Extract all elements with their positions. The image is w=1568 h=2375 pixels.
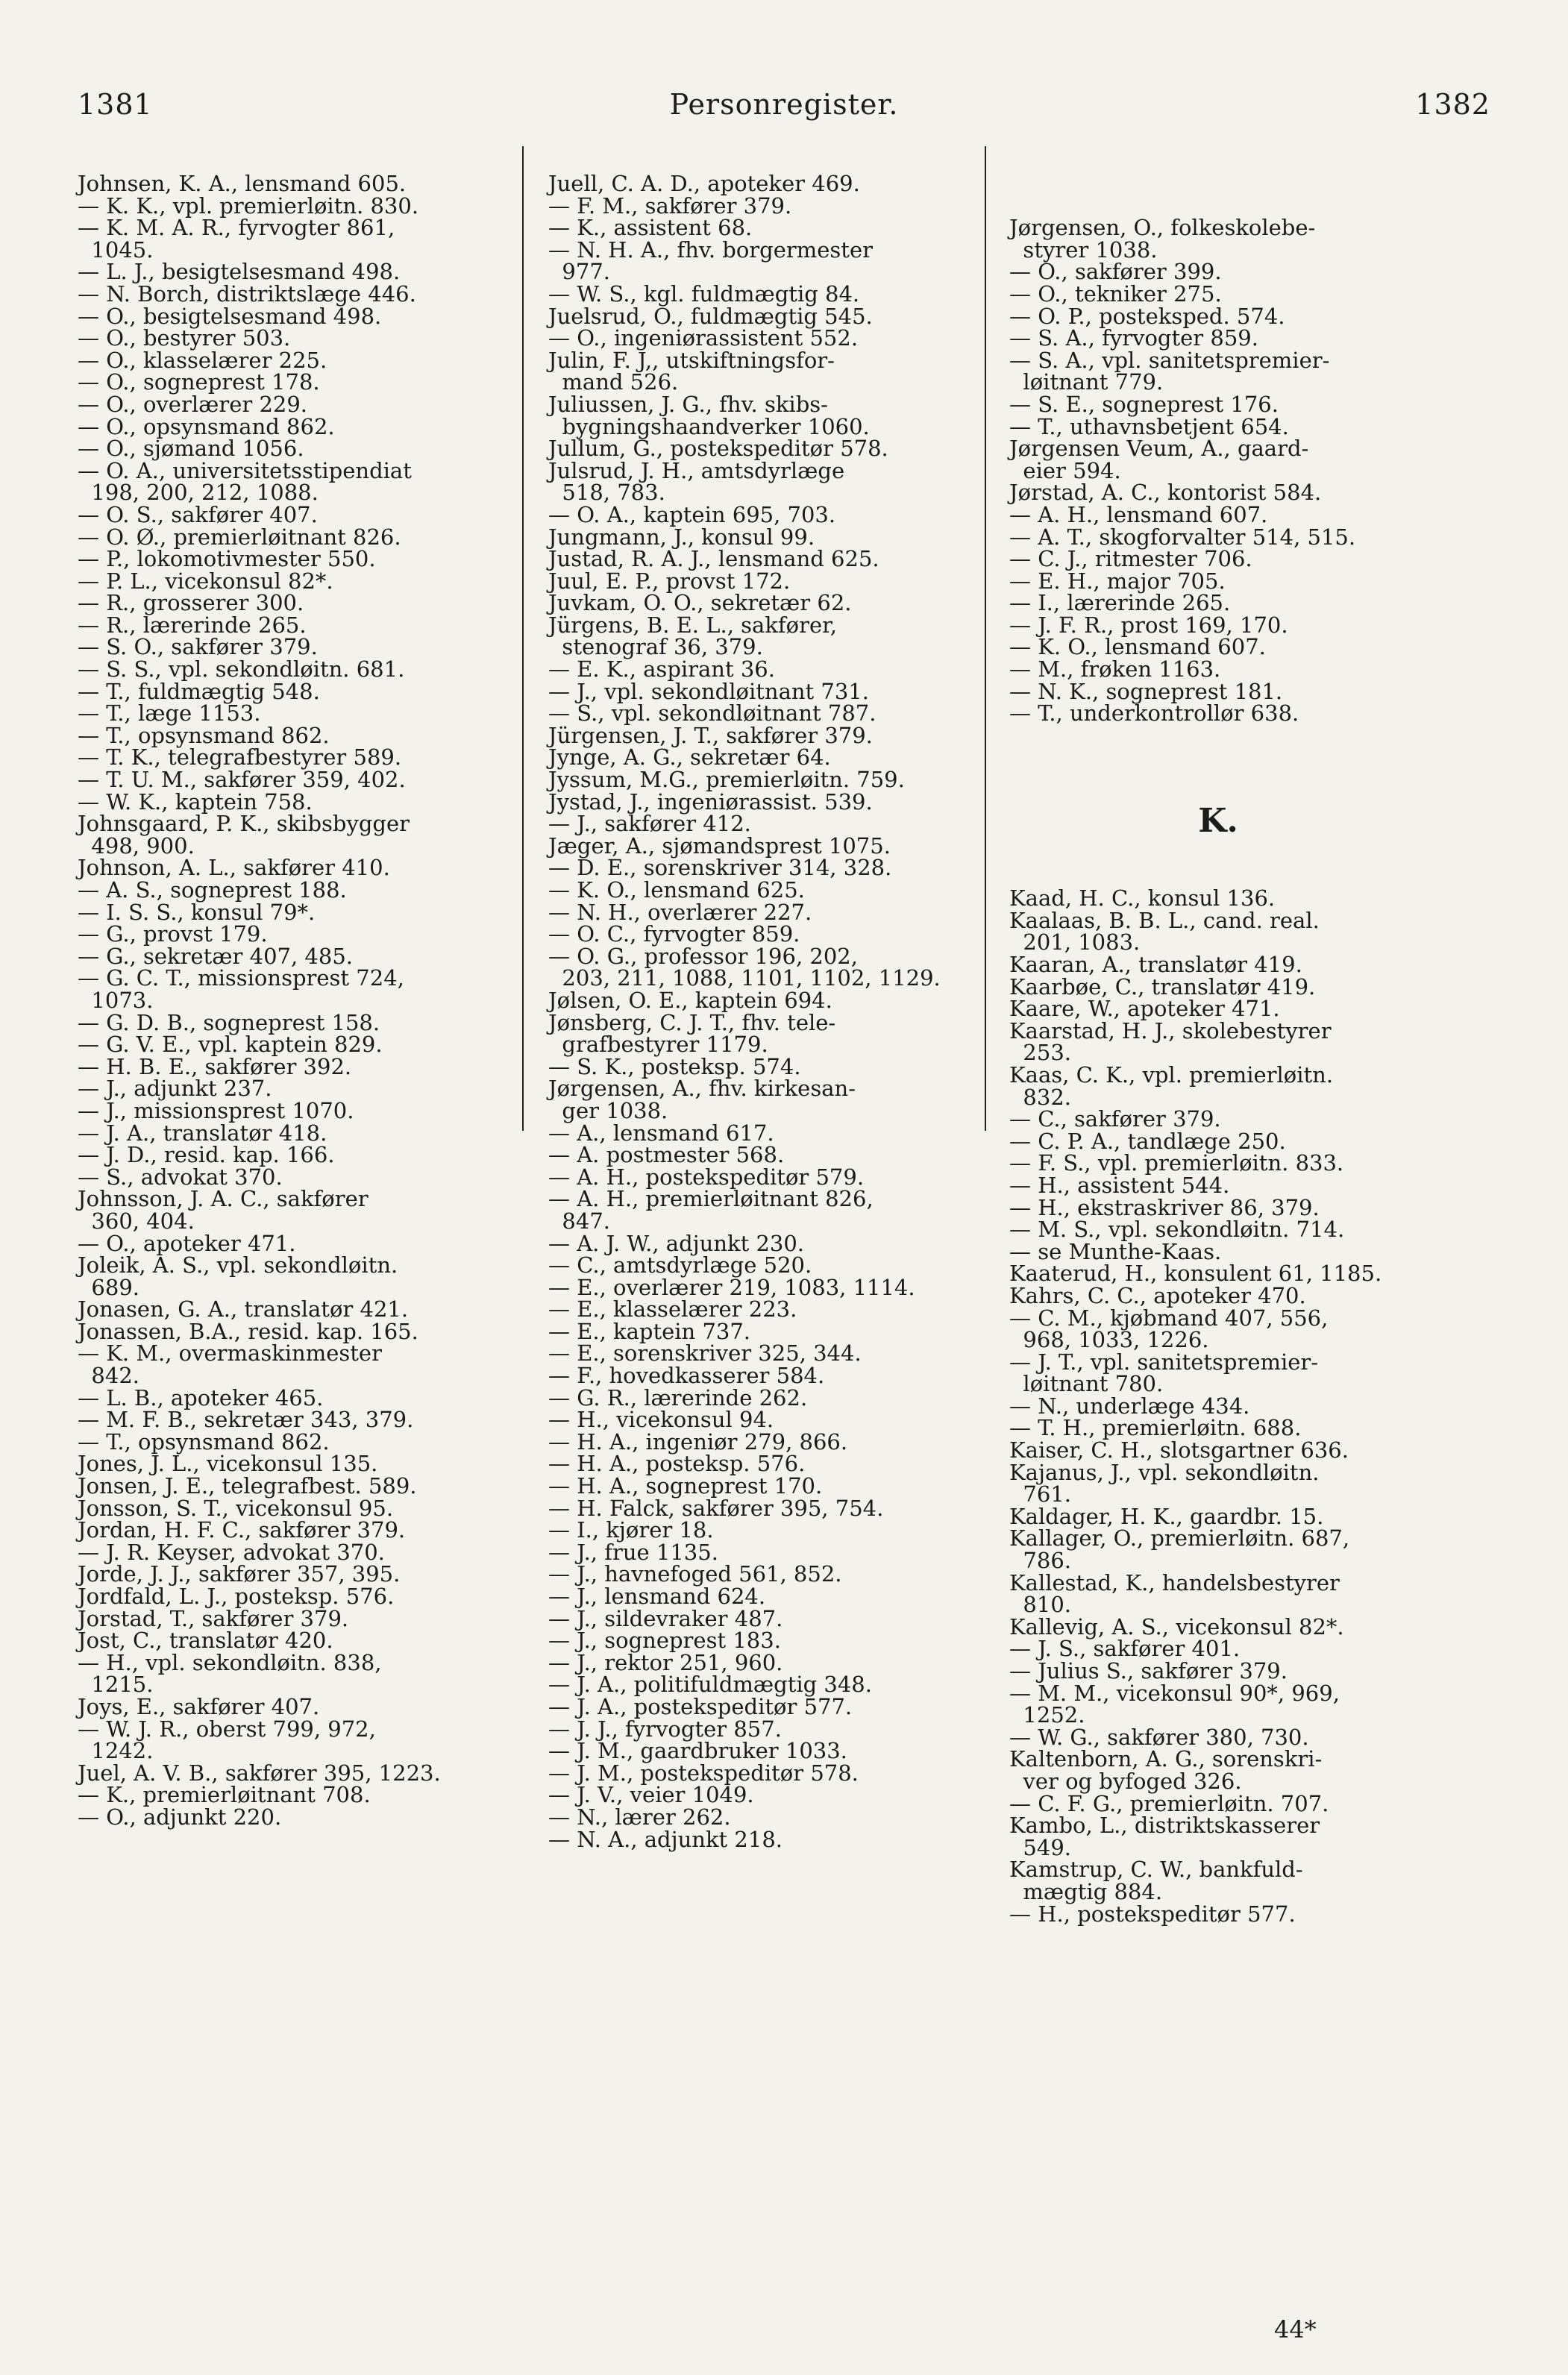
register-entry-line: 1242. bbox=[78, 1738, 154, 1764]
register-entry-line: — O. S., sakfører 407. bbox=[78, 501, 318, 527]
register-entry-line: — T., opsynsmand 862. bbox=[78, 1428, 330, 1455]
register-entry-line: — C. P. A., tandlæge 250. bbox=[1009, 1128, 1286, 1154]
register-entry-line: — A. H., postekspeditør 579. bbox=[548, 1164, 865, 1190]
register-entry-line: — A., lensmand 617. bbox=[548, 1120, 774, 1146]
register-entry-line: — A. postmester 568. bbox=[548, 1142, 785, 1168]
register-entry-line: Joys, E., sakfører 407. bbox=[78, 1693, 320, 1719]
register-entry-line: — O., besigtelsesmand 498. bbox=[78, 303, 382, 329]
register-entry-line: Juel, A. V. B., sakfører 395, 1223. bbox=[78, 1760, 441, 1786]
register-entry-line: Jæger, A., sjømandsprest 1075. bbox=[548, 832, 891, 859]
register-entry-line: — O., bestyrer 503. bbox=[78, 325, 291, 351]
register-entry-line: grafbestyrer 1179. bbox=[548, 1032, 768, 1058]
register-entry-line: — J. F. R., prost 169, 170. bbox=[1009, 612, 1288, 638]
register-entry-line: Johnsgaard, P. K., skibsbygger bbox=[78, 811, 410, 837]
register-entry-line: Jørgensen, O., folkeskolebe- bbox=[1009, 215, 1316, 241]
register-entry-line: — J. V., veier 1049. bbox=[548, 1782, 754, 1808]
register-entry-line: — O., overlærer 229. bbox=[78, 391, 308, 417]
register-entry-line: — J. R. Keyser, advokat 370. bbox=[78, 1539, 385, 1565]
register-entry-line: — T., læge 1153. bbox=[78, 700, 261, 727]
register-entry-line: — O., opsynsmand 862. bbox=[78, 413, 335, 439]
register-entry-line: — J., adjunkt 237. bbox=[78, 1076, 272, 1102]
register-entry-line: — J. D., resid. kap. 166. bbox=[78, 1142, 335, 1168]
register-entry-line: — J., rektor 251, 960. bbox=[548, 1649, 783, 1675]
register-entry-line: — G. D. B., sogneprest 158. bbox=[78, 1009, 380, 1035]
register-entry-line: — O. P., posteksped. 574. bbox=[1009, 303, 1285, 329]
register-entry-line: — F., hovedkasserer 584. bbox=[548, 1363, 825, 1389]
register-entry-line: — J. S., sakfører 401. bbox=[1009, 1636, 1241, 1662]
register-entry-line: Juell, C. A. D., apoteker 469. bbox=[548, 171, 860, 196]
register-entry-line: — A. T., skogforvalter 514, 515. bbox=[1009, 524, 1356, 550]
column-three-k-entries bbox=[1009, 885, 1449, 1927]
register-entry-line: — W. J. R., oberst 799, 972, bbox=[78, 1716, 376, 1742]
register-entry-line: — G. C. T., missionsprest 724, bbox=[78, 965, 404, 991]
register-entry-line: — H., postekspeditør 577. bbox=[1009, 1901, 1296, 1927]
register-entry-line: Jørgensen Veum, A., gaard- bbox=[1009, 436, 1309, 462]
register-entry-line: 1252. bbox=[1009, 1702, 1085, 1728]
register-entry-line: — A. S., sogneprest 188. bbox=[78, 877, 347, 903]
register-entry-line: 1215. bbox=[78, 1672, 154, 1698]
register-entry-line: Jønsberg, C. J. T., fhv. tele- bbox=[548, 1009, 836, 1035]
register-entry-line: — I. S. S., konsul 79*. bbox=[78, 899, 316, 925]
register-entry-line: Kaalaas, B. B. L., cand. real. bbox=[1009, 907, 1320, 933]
register-entry-line: — N. H. A., fhv. borgermester bbox=[548, 236, 873, 263]
register-entry-line: — R., lærerinde 265. bbox=[78, 612, 307, 638]
register-entry-line: — G. V. E., vpl. kaptein 829. bbox=[78, 1032, 383, 1058]
register-entry-line: — Julius S., sakfører 379. bbox=[1009, 1658, 1288, 1684]
register-entry-line: 847. bbox=[548, 1208, 611, 1234]
register-entry-line: Jürgens, B. E. L., sakfører, bbox=[548, 612, 838, 638]
register-entry-line: — C. M., kjøbmand 407, 556, bbox=[1009, 1305, 1329, 1331]
register-entry-line: — T. U. M., sakfører 359, 402. bbox=[78, 767, 406, 793]
register-entry-line: — C. J., ritmester 706. bbox=[1009, 546, 1252, 572]
register-entry-line: — O. A., kaptein 695, 703. bbox=[548, 501, 836, 527]
register-entry-line: — F. S., vpl. premierløitn. 833. bbox=[1009, 1150, 1344, 1176]
register-entry-line: 832. bbox=[1009, 1084, 1072, 1110]
register-entry-line: — O. A., universitetsstipendiat bbox=[78, 457, 412, 483]
register-entry-line: 977. bbox=[548, 259, 611, 285]
register-entry-line: Justad, R. A. J., lensmand 625. bbox=[548, 546, 879, 572]
register-entry-line: Johnson, A. L., sakfører 410. bbox=[78, 855, 390, 881]
register-entry-line: — E. H., major 705. bbox=[1009, 568, 1226, 594]
register-entry-line: — J., havnefoged 561, 852. bbox=[548, 1561, 842, 1587]
right-page-number: 1382 bbox=[1415, 88, 1490, 121]
register-entry-line: — O., adjunkt 220. bbox=[78, 1804, 282, 1830]
column-three-j-entries bbox=[1009, 217, 1449, 725]
register-entry-line: 810. bbox=[1009, 1592, 1072, 1618]
register-entry-line: — J., lensmand 624. bbox=[548, 1584, 766, 1609]
register-entry-line: — J., sildevraker 487. bbox=[548, 1605, 783, 1631]
register-entry-line: 253. bbox=[1009, 1040, 1072, 1066]
register-entry-line: Jonassen, B.A., resid. kap. 165. bbox=[78, 1318, 418, 1344]
register-entry-line: — E., sorenskriver 325, 344. bbox=[548, 1340, 862, 1367]
register-entry-line: — J., vpl. sekondløitnant 731. bbox=[548, 678, 869, 704]
column-two bbox=[548, 173, 988, 1851]
register-entry-line: — C., sakfører 379. bbox=[1009, 1106, 1221, 1132]
register-entry-line: Kallager, O., premierløitn. 687, bbox=[1009, 1525, 1350, 1552]
register-entry-line: Jølsen, O. E., kaptein 694. bbox=[548, 987, 832, 1013]
register-entry-line: — T., uthavnsbetjent 654. bbox=[1009, 413, 1289, 439]
register-entry-line: ger 1038. bbox=[548, 1097, 668, 1123]
register-entry-line: — J. M., postekspeditør 578. bbox=[548, 1760, 859, 1786]
register-entry-line: 518, 783. bbox=[548, 480, 665, 506]
register-entry-line: 201, 1083. bbox=[1009, 929, 1141, 956]
register-entry-line: — T., underkontrollør 638. bbox=[1009, 700, 1299, 727]
register-entry-line: Kallevig, A. S., vicekonsul 82*. bbox=[1009, 1613, 1344, 1640]
register-entry-line: — R., grosserer 300. bbox=[78, 590, 304, 616]
register-entry-line: — O., apoteker 471. bbox=[78, 1230, 296, 1256]
register-entry-line: — C., amtsdyrlæge 520. bbox=[548, 1252, 812, 1279]
register-entry-line: løitnant 780. bbox=[1009, 1371, 1164, 1397]
register-entry-line: — K., assistent 68. bbox=[548, 215, 753, 241]
register-entry-line: — S. S., vpl. sekondløitn. 681. bbox=[78, 656, 405, 683]
register-entry-line: — A. H., premierløitnant 826, bbox=[548, 1186, 874, 1212]
register-entry-line: — se Munthe-Kaas. bbox=[1009, 1238, 1222, 1264]
section-letter-k: K. bbox=[1198, 802, 1238, 841]
register-entry-line: Kaas, C. K., vpl. premierløitn. bbox=[1009, 1061, 1334, 1088]
register-entry-line: bygningshaandverker 1060. bbox=[548, 413, 870, 439]
register-entry-line: mægtig 884. bbox=[1009, 1878, 1163, 1904]
register-entry-line: Jungmann, J., konsul 99. bbox=[548, 524, 815, 550]
register-entry-line: — S., vpl. sekondløitnant 787. bbox=[548, 700, 876, 727]
register-entry-line: — S., advokat 370. bbox=[78, 1164, 283, 1190]
register-entry-line: — T., fuldmægtig 548. bbox=[78, 678, 320, 704]
register-entry-line: Kaad, H. C., konsul 136. bbox=[1009, 885, 1276, 912]
register-entry-line: Jürgensen, J. T., sakfører 379. bbox=[548, 722, 873, 748]
register-entry-line: — H. A., posteksp. 576. bbox=[548, 1451, 806, 1477]
register-entry-line: Jordfald, L. J., posteksp. 576. bbox=[78, 1584, 395, 1609]
register-entry-line: — A. H., lensmand 607. bbox=[1009, 501, 1268, 527]
register-entry-line: — J. J., fyrvogter 857. bbox=[548, 1716, 782, 1742]
register-entry-line: Jonsen, J. E., telegrafbest. 589. bbox=[78, 1473, 417, 1499]
register-entry-line: Kamstrup, C. W., bankfuld- bbox=[1009, 1857, 1303, 1883]
register-entry-line: Kaare, W., apoteker 471. bbox=[1009, 996, 1280, 1022]
register-entry-line: — K., premierløitnant 708. bbox=[78, 1782, 371, 1808]
register-entry-line: 1045. bbox=[78, 236, 154, 263]
column-three bbox=[1009, 173, 1449, 1969]
register-entry-line: — O. G., professor 196, 202, bbox=[548, 943, 858, 969]
register-entry-line: Joleik, A. S., vpl. sekondløitn. bbox=[78, 1252, 398, 1279]
register-entry-line: — J. A., translatør 418. bbox=[78, 1120, 327, 1146]
register-entry-line: — I., kjører 18. bbox=[548, 1517, 714, 1543]
register-entry-line: løitnant 779. bbox=[1009, 369, 1164, 395]
register-entry-line: — H. B. E., sakfører 392. bbox=[78, 1053, 352, 1079]
register-entry-line: — D. E., sorenskriver 314, 328. bbox=[548, 855, 892, 881]
register-entry-line: Julsrud, J. H., amtsdyrlæge bbox=[548, 457, 845, 483]
printer-signature: 44* bbox=[1274, 2315, 1317, 2344]
register-entry-line: Jystad, J., ingeniørassist. 539. bbox=[548, 788, 873, 815]
register-entry-line: Kaldager, H. K., gaardbr. 15. bbox=[1009, 1503, 1324, 1529]
register-entry-line: — M. M., vicekonsul 90*, 969, bbox=[1009, 1680, 1340, 1706]
register-entry-line: — L. B., apoteker 465. bbox=[78, 1384, 324, 1411]
register-entry-line: 549. bbox=[1009, 1834, 1072, 1860]
register-entry-line: Jordan, H. F. C., sakfører 379. bbox=[78, 1517, 406, 1543]
register-entry-line: — H. A., ingeniør 279, 866. bbox=[548, 1428, 848, 1455]
register-entry-line: — P., lokomotivmester 550. bbox=[78, 546, 376, 572]
register-entry-line: — J. M., gaardbruker 1033. bbox=[548, 1738, 847, 1764]
register-entry-line: Kaaterud, H., konsulent 61, 1185. bbox=[1009, 1261, 1382, 1287]
register-entry-line: 498, 900. bbox=[78, 832, 195, 859]
register-entry-line: — W. S., kgl. fuldmægtig 84. bbox=[548, 280, 860, 307]
register-entry-line: — T. K., telegrafbestyrer 589. bbox=[78, 744, 402, 771]
register-entry-line: Julin, F. J,, utskiftningsfor- bbox=[548, 347, 835, 373]
register-entry-line: eier 594. bbox=[1009, 457, 1121, 483]
register-entry-line: — K. K., vpl. premierløitn. 830. bbox=[78, 192, 419, 219]
register-entry-line: — I., lærerinde 265. bbox=[1009, 590, 1231, 616]
register-entry-line: — S. E., sogneprest 176. bbox=[1009, 391, 1279, 417]
register-entry-line: 968, 1033, 1226. bbox=[1009, 1327, 1209, 1353]
register-entry-line: — H., vpl. sekondløitn. 838, bbox=[78, 1649, 382, 1675]
register-entry-line: Kaltenborn, A. G., sorenskri- bbox=[1009, 1746, 1323, 1772]
register-entry-line: — K. O., lensmand 607. bbox=[1009, 634, 1266, 660]
register-entry-line: — F. M., sakfører 379. bbox=[548, 192, 792, 219]
register-entry-line: — G., sekretær 407, 485. bbox=[78, 943, 353, 969]
register-entry-line: styrer 1038. bbox=[1009, 236, 1158, 263]
register-entry-line: — O., sogneprest 178. bbox=[78, 369, 320, 395]
register-entry-line: — H., vicekonsul 94. bbox=[548, 1407, 774, 1433]
register-entry-line: Jones, J. L., vicekonsul 135. bbox=[78, 1451, 378, 1477]
register-entry-line: — J. T., vpl. sanitetspremier- bbox=[1009, 1349, 1319, 1375]
register-entry-line: Kajanus, J., vpl. sekondløitn. bbox=[1009, 1459, 1320, 1485]
register-entry-line: — W. K., kaptein 758. bbox=[78, 788, 313, 815]
column-divider-left bbox=[522, 146, 524, 1131]
register-entry-line: — N. Borch, distriktslæge 446. bbox=[78, 280, 416, 307]
register-entry-line: — J., frue 1135. bbox=[548, 1539, 718, 1565]
register-entry-line: — E., overlærer 219, 1083, 1114. bbox=[548, 1274, 915, 1300]
column-one bbox=[78, 173, 518, 1829]
register-entry-line: 689. bbox=[78, 1274, 140, 1300]
register-entry-line: — L. J., besigtelsesmand 498. bbox=[78, 259, 401, 285]
register-entry-line: Kallestad, K., handelsbestyrer bbox=[1009, 1569, 1340, 1596]
register-entry-line: Jorstad, T., sakfører 379. bbox=[78, 1605, 349, 1631]
register-entry-line: Jørgensen, A., fhv. kirkesan- bbox=[548, 1076, 856, 1102]
register-entry-line: 761. bbox=[1009, 1481, 1072, 1507]
register-entry-line: — J. A., politifuldmægtig 348. bbox=[548, 1672, 872, 1698]
register-entry-line: — K. M. A. R., fyrvogter 861, bbox=[78, 215, 395, 241]
page-title: Personregister. bbox=[669, 88, 899, 121]
register-entry-line: Jullum, G., postekspeditør 578. bbox=[548, 436, 888, 462]
register-entry-line: — G., provst 179. bbox=[78, 921, 268, 947]
register-entry-line: Juvkam, O. O., sekretær 62. bbox=[548, 590, 852, 616]
register-entry-line: 198, 200, 212, 1088. bbox=[78, 480, 319, 506]
register-entry-line: Juliussen, J. G., fhv. skibs- bbox=[548, 391, 828, 417]
register-entry-line: 203, 211, 1088, 1101, 1102, 1129. bbox=[548, 965, 941, 991]
register-entry-line: — S. K., posteksp. 574. bbox=[548, 1053, 801, 1079]
register-entry-line: — N. K., sogneprest 181. bbox=[1009, 678, 1283, 704]
register-entry-line: — E., kaptein 737. bbox=[548, 1318, 751, 1344]
register-entry-line: 842. bbox=[78, 1363, 140, 1389]
register-entry-line: — O., sjømand 1056. bbox=[78, 436, 304, 462]
register-entry-line: — M. F. B., sekretær 343, 379. bbox=[78, 1407, 414, 1433]
register-entry-line: Juelsrud, O., fuldmægtig 545. bbox=[548, 303, 873, 329]
register-entry-line: — N., underlæge 434. bbox=[1009, 1393, 1250, 1419]
register-entry-line: 360, 404. bbox=[78, 1208, 195, 1234]
register-entry-line: — O., sakfører 399. bbox=[1009, 259, 1222, 285]
register-entry-line: stenograf 36, 379. bbox=[548, 634, 763, 660]
register-entry-line: Jynge, A. G., sekretær 64. bbox=[548, 744, 831, 771]
register-entry-line: Juul, E. P., provst 172. bbox=[548, 568, 791, 594]
register-entry-line: — J., missionsprest 1070. bbox=[78, 1097, 354, 1123]
register-entry-line: 1073. bbox=[78, 987, 154, 1013]
register-entry-line: Jorde, J. J., sakfører 357, 395. bbox=[78, 1561, 401, 1587]
register-entry-line: — H., ekstraskriver 86, 379. bbox=[1009, 1194, 1320, 1220]
register-entry-line: Jyssum, M.G., premierløitn. 759. bbox=[548, 767, 905, 793]
register-entry-line: — M. S., vpl. sekondløitn. 714. bbox=[1009, 1217, 1345, 1243]
register-entry-line: Jørstad, A. C., kontorist 584. bbox=[1009, 480, 1322, 506]
register-entry-line: — K. M., overmaskinmester bbox=[78, 1340, 382, 1367]
register-entry-line: Jonsson, S. T., vicekonsul 95. bbox=[78, 1495, 394, 1521]
register-entry-line: ver og byfoged 326. bbox=[1009, 1768, 1242, 1794]
register-entry-line: Johnsen, K. A., lensmand 605. bbox=[78, 171, 407, 196]
register-entry-line: — E., klasselærer 223. bbox=[548, 1296, 797, 1323]
register-entry-line: — H. A., sogneprest 170. bbox=[548, 1473, 823, 1499]
register-entry-line: Kaarbøe, C., translatør 419. bbox=[1009, 973, 1316, 1000]
register-entry-line: Jonasen, G. A., translatør 421. bbox=[78, 1296, 409, 1323]
register-entry-line: Kaiser, C. H., slotsgartner 636. bbox=[1009, 1437, 1349, 1463]
register-entry-line: — T., opsynsmand 862. bbox=[78, 722, 330, 748]
register-entry-line: — M., frøken 1163. bbox=[1009, 656, 1221, 683]
left-page-number: 1381 bbox=[78, 88, 153, 121]
register-entry-line: — K. O., lensmand 625. bbox=[548, 877, 805, 903]
register-entry-line: — O., klasselærer 225. bbox=[78, 347, 327, 373]
register-entry-line: Jost, C., translatør 420. bbox=[78, 1628, 333, 1654]
register-entry-line: Johnsson, J. A. C., sakfører bbox=[78, 1186, 369, 1212]
register-entry-line: — N. A., adjunkt 218. bbox=[548, 1826, 783, 1852]
register-entry-line: — S. O., sakfører 379. bbox=[78, 634, 318, 660]
register-entry-line: 786. bbox=[1009, 1548, 1072, 1574]
register-entry-line: — W. G., sakfører 380, 730. bbox=[1009, 1724, 1309, 1750]
register-entry-line: — O. Ø., premierløitnant 826. bbox=[78, 524, 401, 550]
register-entry-line: mand 526. bbox=[548, 369, 679, 395]
register-entry-line: — O. C., fyrvogter 859. bbox=[548, 921, 800, 947]
register-entry-line: — P. L., vicekonsul 82*. bbox=[78, 568, 333, 594]
register-entry-line: — S. A., fyrvogter 859. bbox=[1009, 325, 1258, 351]
register-entry-line: — H. Falck, sakfører 395, 754. bbox=[548, 1495, 884, 1521]
register-entry-line: Kaaran, A., translatør 419. bbox=[1009, 952, 1302, 977]
register-entry-line: — S. A., vpl. sanitetspremier- bbox=[1009, 347, 1330, 373]
register-entry-line: — J. A., postekspeditør 577. bbox=[548, 1693, 853, 1719]
register-entry-line: — T. H., premierløitn. 688. bbox=[1009, 1415, 1302, 1441]
register-entry-line: Kaarstad, H. J., skolebestyrer bbox=[1009, 1017, 1332, 1044]
register-entry-line: — J., sakfører 412. bbox=[548, 811, 751, 837]
register-entry-line: — N., lærer 262. bbox=[548, 1804, 731, 1830]
register-entry-line: Kahrs, C. C., apoteker 470. bbox=[1009, 1282, 1306, 1308]
register-entry-line: — O., tekniker 275. bbox=[1009, 280, 1222, 307]
register-entry-line: — A. J. W., adjunkt 230. bbox=[548, 1230, 805, 1256]
register-entry-line: — H., assistent 544. bbox=[1009, 1172, 1230, 1198]
register-entry-line: — J., sogneprest 183. bbox=[548, 1628, 781, 1654]
register-entry-line: — E. K., aspirant 36. bbox=[548, 656, 775, 683]
register-entry-line: — C. F. G., premierløitn. 707. bbox=[1009, 1790, 1329, 1816]
register-entry-line: Kambo, L., distriktskasserer bbox=[1009, 1813, 1320, 1839]
register-entry-line: — O., ingeniørassistent 552. bbox=[548, 325, 859, 351]
register-entry-line: — N. H., overlærer 227. bbox=[548, 899, 812, 925]
register-entry-line: — G. R., lærerinde 262. bbox=[548, 1384, 808, 1411]
